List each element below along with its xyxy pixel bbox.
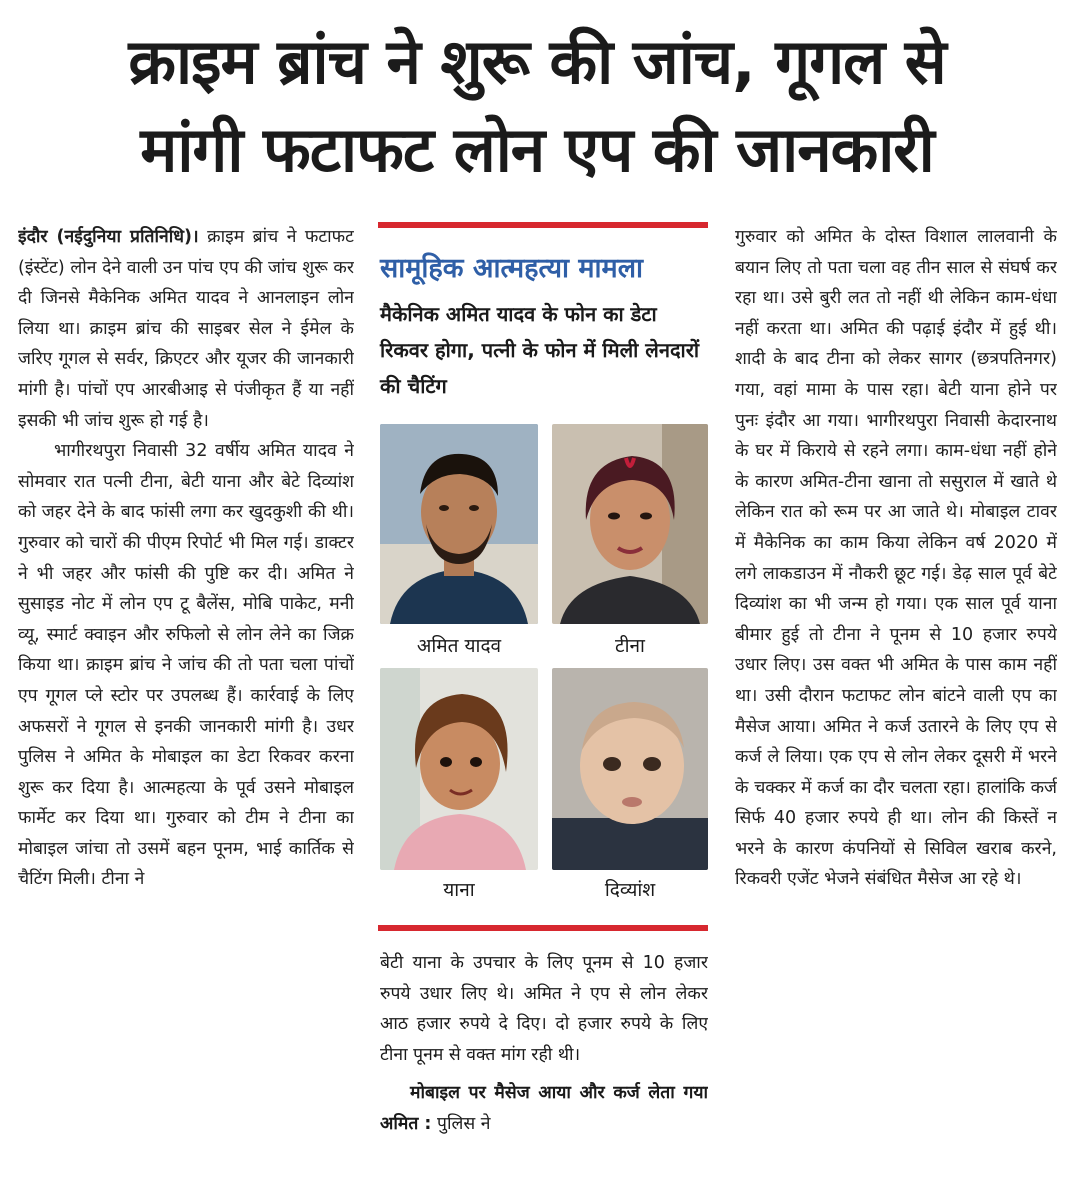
left-column bbox=[18, 222, 354, 1192]
middle-subhead: मोबाइल पर मैसेज आया और कर्ज लेता गया अमित : bbox=[380, 1083, 708, 1134]
headline bbox=[0, 18, 1074, 194]
middle-body bbox=[380, 948, 708, 1198]
right-column bbox=[735, 222, 1057, 1192]
bottom-red-rule bbox=[378, 925, 708, 931]
caption-amit: अमित यादव bbox=[416, 635, 502, 657]
dateline: इंदौर (नईदुनिया प्रतिनिधि)। bbox=[18, 227, 199, 247]
left-para-2: भागीरथपुरा निवासी 32 वर्षीय अमित यादव ने सोमवार रात पत्नी टीना, बेटी याना और बेटे दिव्यांश को जहर देने के बाद फांसी लगा कर खुदकुशी की थी। गुरुवार को चारों की पीएम रिपोर्ट भी मिल गई। डाक्टर ने भी जहर और फांसी की पुष्टि कर दी। अमित ने सुसाइड नोट में लोन एप टू बैलेंस, मोबि पाकेट, मनी व्यू, स्मार्ट क्वाइन और रुफिलो से लोन लेने का जिक्र किया था। क्राइम ब्रांच ने जांच की तो पता चला पांचों एप गूगल प्ले स्टोर पर उपलब्ध हैं। कार्रवाई के लिए अफसरों ने गूगल से इनकी जानकारी मांगी है। उधर पुलिस ने अमित के मोबाइल का डेटा रिकवर करना शुरू कर दिया है। आत्महत्या के पूर्व उसने मोबाइल फार्मेट कर दिया था। गुरुवार को टीम ने टीना का मोबाइल जांचा तो उसमें बहन पूनम, भाई कार्तिक से चैटिंग मिली। टीना ने bbox=[18, 441, 354, 890]
right-para: गुरुवार को अमित के दोस्त विशाल लालवानी के बयान लिए तो पता चला वह तीन साल से संघर्ष कर रहा था। उसे बुरी लत तो नहीं थी लेकिन काम-धंधा नहीं करता था। अमित की पढ़ाई इंदौर में हुई थी। शादी के बाद टीना को लेकर सागर (छत्रपतिनगर) गया, वहां मामा के पास रहा। बेटी याना होने पर पुनः इंदौर आ गया। भागीरथपुरा निवासी केदारनाथ के घर में किराये से रहने लगा। काम-धंधा नहीं होने के कारण अमित-टीना खाना तो ससुराल में खाते थे लेकिन रात को रूम पर आ जाते थे। मोबाइल टावर में मैकेनिक का काम किया लेकिन वर्ष 2020 में लगे लाकडाउन में नौकरी छूट गई। डेढ़ साल पूर्व बेटे दिव्यांश का भी जन्म हो गया। एक साल पूर्व याना बीमार हुई तो टीना ने पूनम से 10 हजार रुपये उधार लिए। उस वक्त भी अमित के पास काम नहीं था। उसी दौरान फटाफट लोन बांटने वाली एप का मैसेज आया। अमित ने कर्ज उतारने के लिए एप से कर्ज ले लिया। एक एप से लोन लेकर दूसरी में भरने के चक्कर में कर्ज का दौर चलता रहा। हालांकि कर्ज सिर्फ 40 हजार रुपये ही था। लोन की किस्तें न भरने के कारण कंपनियों से सिविल खराब करने, रिकवरी एजेंट भेजने संबंधित मैसेज आ रहे थे। bbox=[735, 227, 1057, 890]
middle-subhead-para bbox=[380, 1078, 708, 1139]
middle-subhead-text: पुलिस ने bbox=[437, 1113, 491, 1134]
photo-amit-yadav bbox=[380, 424, 538, 624]
photo-divyansh bbox=[552, 668, 708, 870]
kicker: सामूहिक आत्महत्या मामला bbox=[380, 253, 643, 284]
left-para-1-text: क्राइम ब्रांच ने फटाफट (इंस्टेंट) लोन देने वाली उन पांच एप की जांच शुरू कर दी जिनसे मैकेनिक अमित यादव ने आनलाइन लोन लिया था। क्राइम ब्रांच की साइबर सेल ने ईमेल के जरिए गूगल से सर्वर, क्रिएटर और यूजर की जानकारी मांगी है। पांचों एप आरबीआइ से पंजीकृत हैं या नहीं इसकी भी जांच शुरू हो गई है। bbox=[18, 227, 354, 431]
photo-yana bbox=[380, 668, 538, 870]
photo-tina bbox=[552, 424, 708, 624]
middle-para: बेटी याना के उपचार के लिए पूनम से 10 हजार रुपये उधार लिए थे। अमित ने एप से लोन लेकर आठ हजार रुपये दे दिए। दो हजार रुपये के लिए टीना पूनम से वक्त मांग रही थी। bbox=[380, 953, 708, 1065]
headline-line-2: मांगी फटाफट लोन एप की जानकारी bbox=[140, 113, 934, 186]
headline-line-1: क्राइम ब्रांच ने शुरू की जांच, गूगल से bbox=[128, 25, 946, 98]
deck-headline: मैकेनिक अमित यादव के फोन का डेटा रिकवर होगा, पत्नी के फोन में मिली लेनदारों की चैटिंग bbox=[380, 302, 700, 398]
caption-yana: याना bbox=[443, 879, 475, 901]
top-red-rule bbox=[378, 222, 708, 228]
left-para-1 bbox=[18, 222, 354, 436]
caption-tina: टीना bbox=[615, 635, 645, 657]
caption-divyansh: दिव्यांश bbox=[604, 879, 656, 901]
